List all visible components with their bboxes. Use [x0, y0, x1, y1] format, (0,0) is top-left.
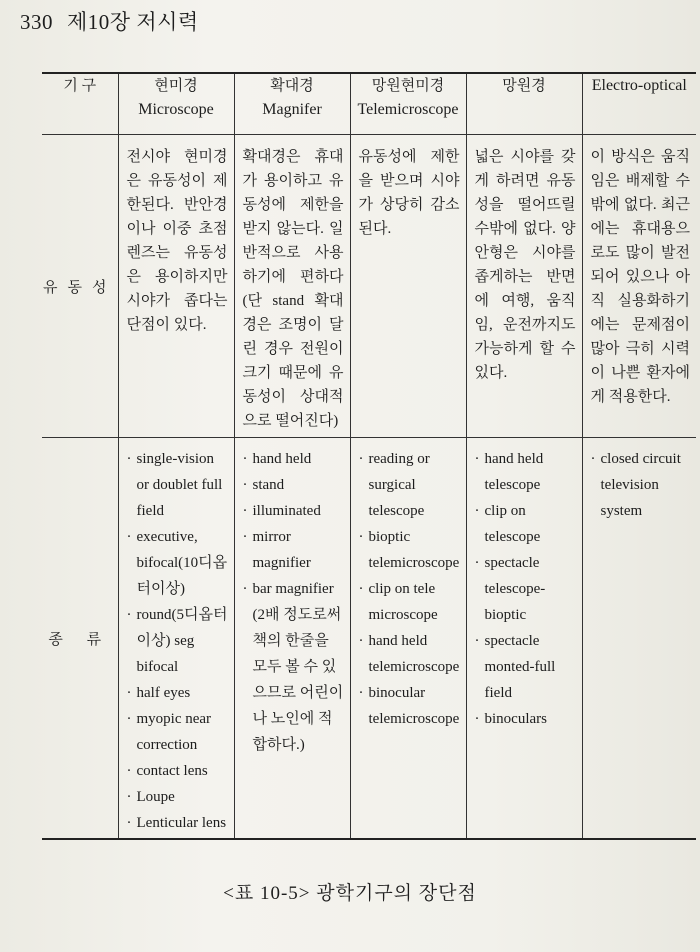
optical-devices-table [42, 72, 696, 840]
list-item: · executive, bifocal(10디옵 터이상) [127, 524, 230, 602]
table-header-row [42, 73, 696, 135]
header-ko: 현미경 [154, 78, 198, 94]
type-list [351, 438, 466, 732]
header-en: Magnifer [262, 101, 322, 118]
list-item: · Lenticular lens [127, 810, 230, 836]
list-item: · illuminated [243, 498, 346, 524]
list-item: · bioptic telemicroscope [359, 524, 462, 576]
list-item: · clip on tele microscope [359, 576, 462, 628]
mobility-cell-magnifier: 확대경은 휴대가 용이하고 유동성에 제한을 받지 않는다. 일반적으로 사용하기에 편하다(단 stand 확대경은 조명이 달린 경우 전원이 크기 때문에 유동성이 상대적으로 떨어진다) [234, 135, 350, 438]
header-en: Telemicroscope [357, 101, 459, 118]
list-item: · bar magnifier (2배 정도로써 책의 한줄을 모두 볼 수 있 으므로 어린이 나 노인에 적 합하다.) [243, 576, 346, 758]
mobility-cell-electro-optical: 이 방식은 움직임은 배제할 수 밖에 없다. 최근에는 휴대용으로도 많이 발전되어 있으나 아직 실용화하기에는 문제점이 많아 극히 시력이 나쁜 환자에게 적용한다. [582, 135, 696, 438]
header-ko: 망원경 [502, 78, 546, 94]
table-row-types [42, 438, 696, 840]
header-ko: 기 구 [63, 78, 97, 94]
table-caption: <표 10-5> 광학기구의 장단점 [223, 883, 477, 904]
list-item: · mirror magnifier [243, 524, 346, 576]
type-list [235, 438, 350, 758]
header-ko: 망원현미경 [371, 78, 445, 94]
header-telemicroscope [350, 73, 466, 135]
list-item: · round(5디옵터 이상) seg bifocal [127, 602, 230, 680]
running-head [20, 6, 199, 36]
mobility-cell-telescope: 넓은 시야를 갖게 하려면 유동성을 떨어뜨릴 수밖에 없다. 양안형은 시야를 좁게하는 반면에 여행, 움직임, 운전까지도 가능하게 할 수 있다. [466, 135, 582, 438]
type-list [583, 438, 697, 524]
types-cell-telemicroscope [350, 438, 466, 840]
list-item: · binocular telemicroscope [359, 680, 462, 732]
header-device [42, 73, 118, 135]
list-item: · spectacle telescope- bioptic [475, 550, 578, 628]
header-telescope [466, 73, 582, 135]
list-item: · contact lens [127, 758, 230, 784]
type-list [119, 438, 234, 836]
header-microscope [118, 73, 234, 135]
list-item: · spectacle monted-full field [475, 628, 578, 706]
list-item: · hand held telemicroscope [359, 628, 462, 680]
mobility-cell-telemicroscope: 유동성에 제한을 받으며 시야가 상당히 감소된다. [350, 135, 466, 438]
list-item: · clip on telescope [475, 498, 578, 550]
list-item: · hand held [243, 446, 346, 472]
list-item: · reading or surgical telescope [359, 446, 462, 524]
header-electro-optical [582, 73, 696, 135]
type-list [467, 438, 582, 732]
list-item: · stand [243, 472, 346, 498]
header-ko: 확대경 [270, 78, 314, 94]
list-item: · Loupe [127, 784, 230, 810]
mobility-cell-microscope: 전시야 현미경은 유동성이 제한된다. 반안경이나 이중 초점 렌즈는 유동성은 용이하지만 시야가 좁다는 단점이 있다. [118, 135, 234, 438]
list-item: · half eyes [127, 680, 230, 706]
page-number: 330 [20, 10, 53, 34]
list-item: · binoculars [475, 706, 578, 732]
header-en: Microscope [138, 101, 214, 118]
chapter-title: 제10장 저시력 [67, 10, 199, 34]
row-label-mobility: 유동성 [42, 135, 118, 438]
header-en: Electro-optical [591, 77, 687, 94]
row-label-types: 종 류 [42, 438, 118, 840]
types-cell-microscope [118, 438, 234, 840]
list-item: · myopic near correction [127, 706, 230, 758]
types-cell-telescope [466, 438, 582, 840]
types-cell-electro-optical [582, 438, 696, 840]
header-magnifier [234, 73, 350, 135]
table-row-mobility [42, 135, 696, 438]
list-item: · closed circuit television system [591, 446, 693, 524]
list-item: · hand held telescope [475, 446, 578, 498]
types-cell-magnifier [234, 438, 350, 840]
list-item: · single-vision or doublet full field [127, 446, 230, 524]
